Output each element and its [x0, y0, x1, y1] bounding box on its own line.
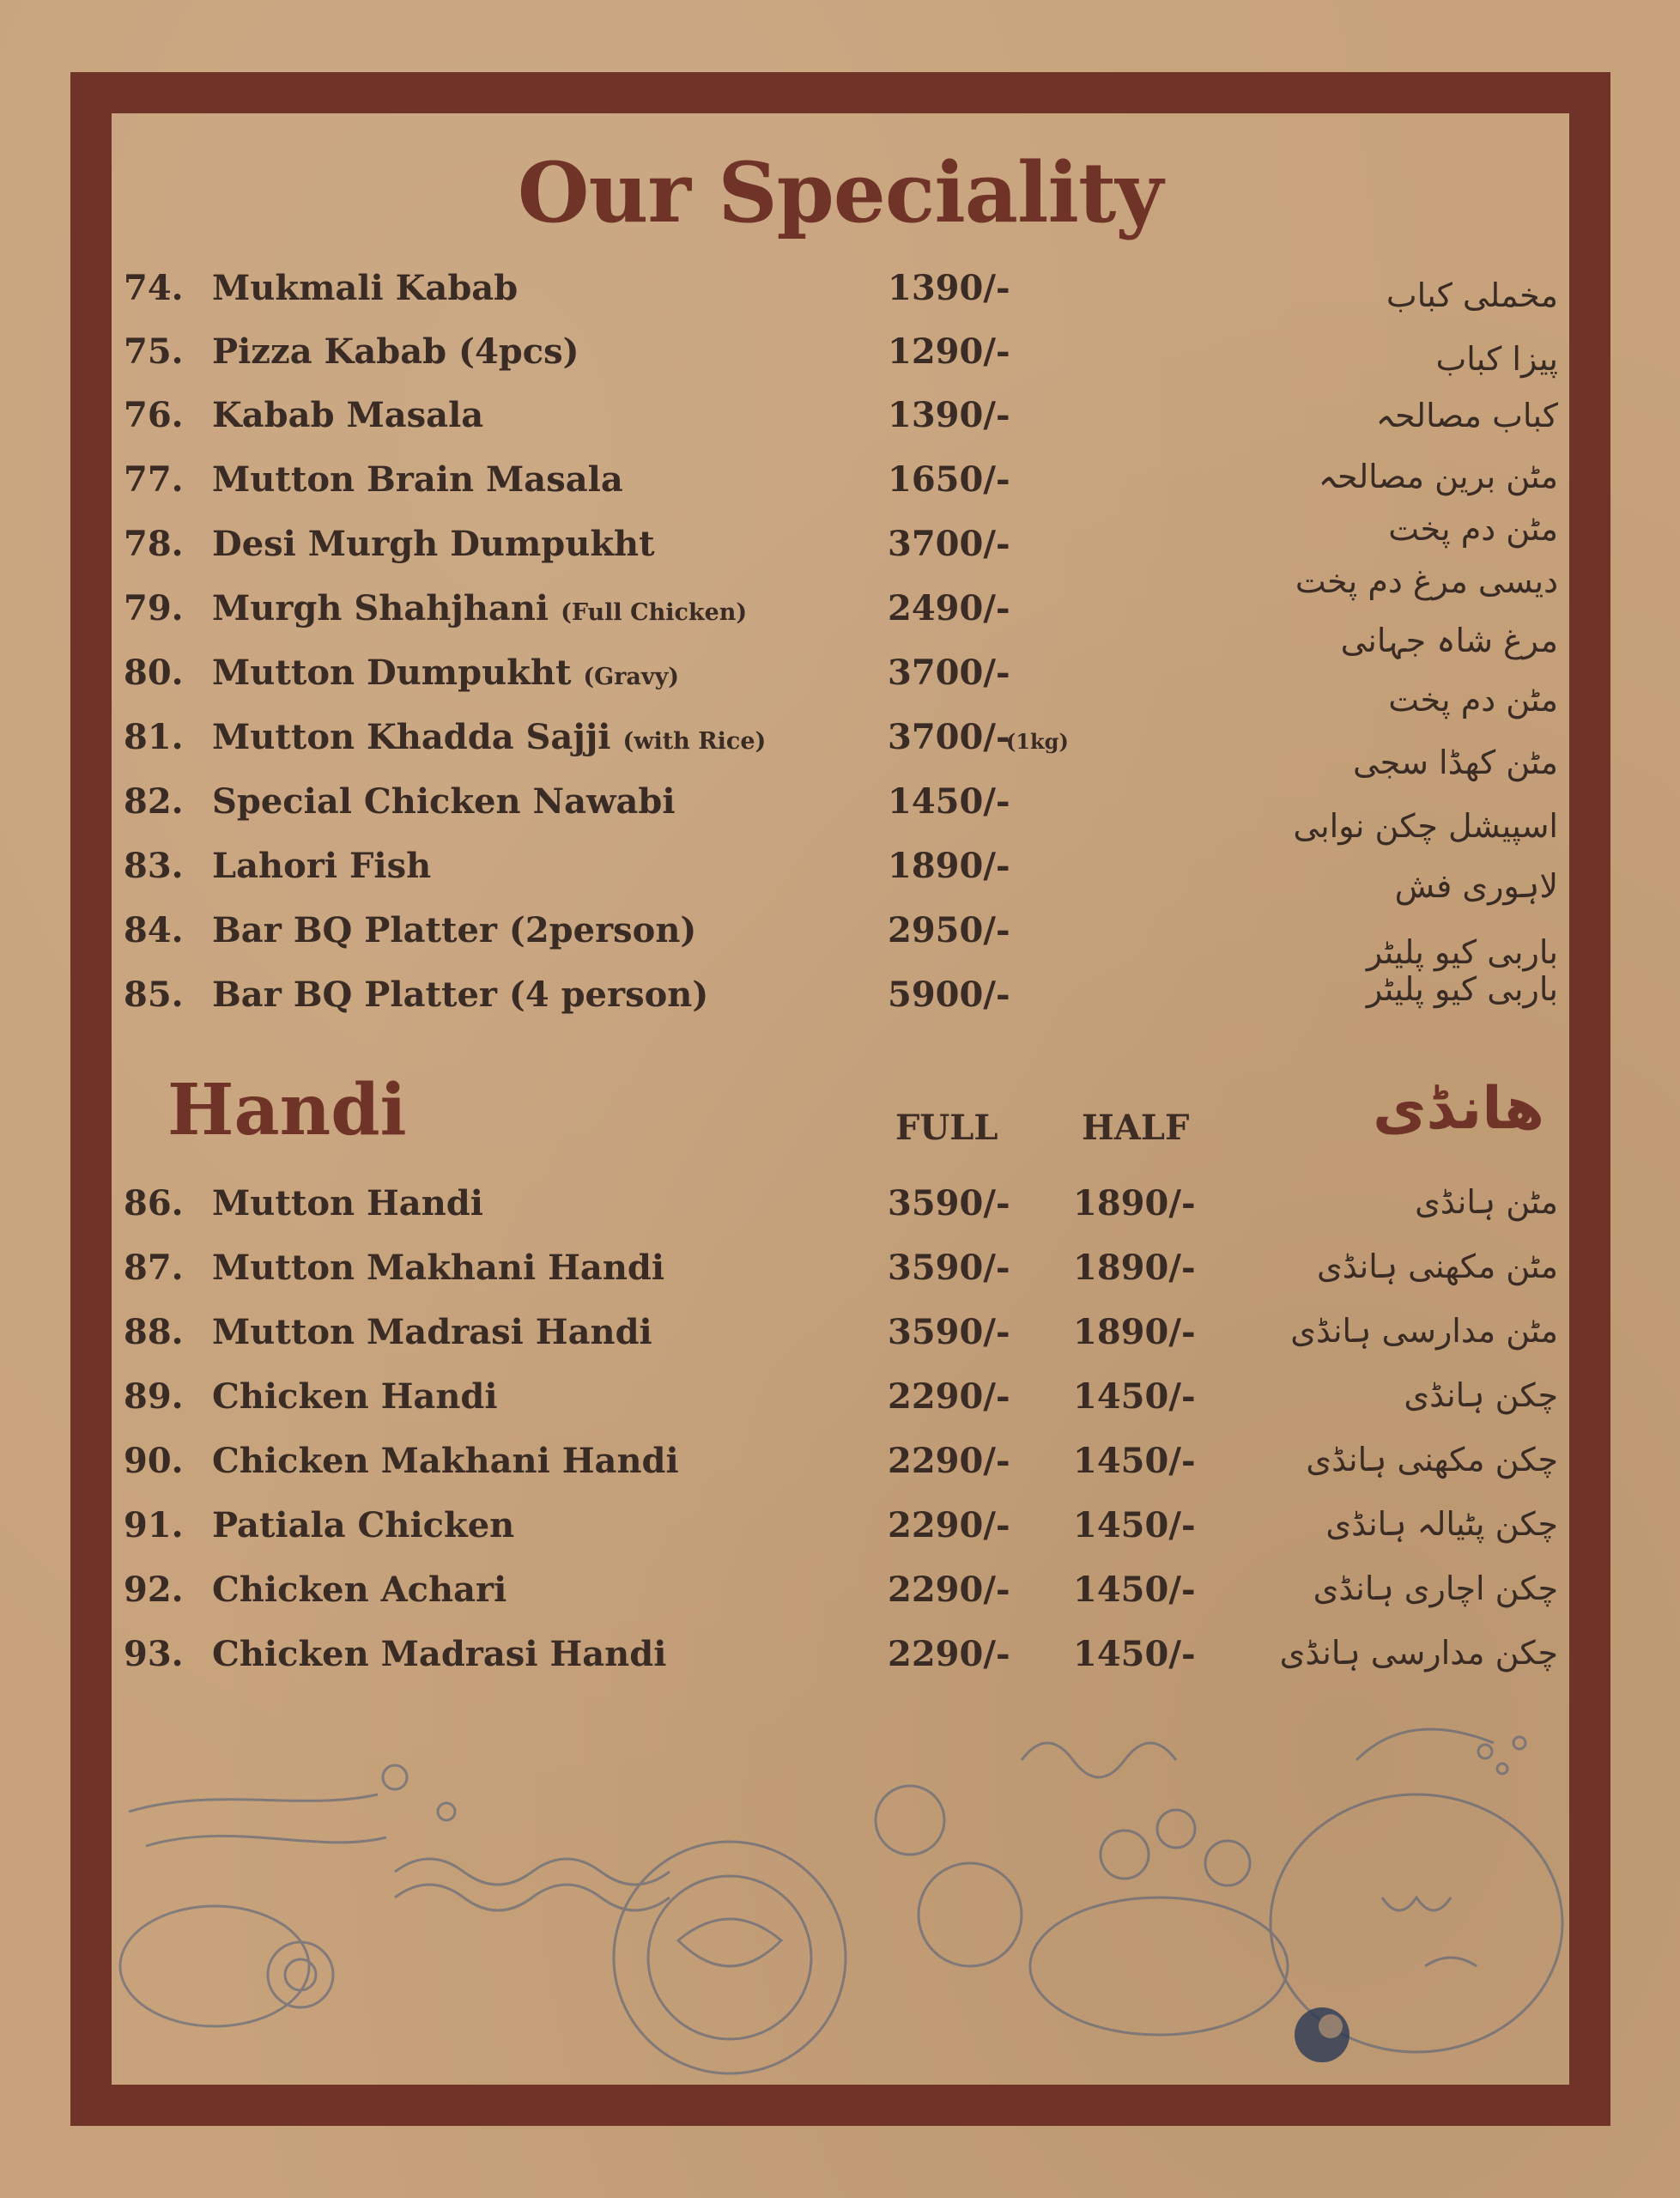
item-name: Mutton Dumpukht (Gravy): [212, 653, 680, 693]
item-name: Mukmali Kabab: [212, 268, 519, 308]
item-price: 3700/-: [888, 653, 1010, 693]
item-number: 91.: [124, 1505, 184, 1545]
item-number: 89.: [124, 1376, 184, 1417]
item-number: 78.: [124, 524, 184, 564]
item-name: Mutton Brain Masala: [212, 459, 623, 500]
menu-item-75: [0, 331, 1680, 392]
item-price: 2950/-: [888, 910, 1010, 950]
item-name: Pizza Kabab (4pcs): [212, 331, 579, 372]
menu-item-76: [0, 395, 1680, 455]
item-name: Chicken Makhani Handi: [212, 1441, 679, 1481]
menu-item-urdu-extra: [0, 970, 1680, 1030]
item-number: 74.: [124, 268, 184, 308]
item-name: Lahori Fish: [212, 846, 432, 886]
item-urdu-name: کباب مصالحہ: [1375, 397, 1558, 434]
item-price: 1290/-: [888, 331, 1010, 372]
item-number: 90.: [124, 1441, 184, 1481]
item-urdu-name: اسپیشل چکن نوابی: [1293, 807, 1558, 845]
item-urdu-name: مرغ شاہ جہانی: [1340, 622, 1558, 659]
handi-item-89: [0, 1376, 1680, 1436]
item-name: Special Chicken Nawabi: [212, 781, 676, 822]
food-doodle-illustration: [112, 1683, 1571, 2086]
full-column-header: FULL: [895, 1108, 998, 1148]
item-price: 1390/-: [888, 268, 1010, 308]
item-name: Mutton Madrasi Handi: [212, 1312, 652, 1352]
item-urdu-name: مٹن دم پخت: [1388, 510, 1558, 548]
item-number: 77.: [124, 459, 184, 500]
item-number: 92.: [124, 1570, 184, 1610]
handi-item-91: [0, 1505, 1680, 1565]
item-name: Mutton Handi: [212, 1183, 483, 1223]
item-price: 1390/-: [888, 395, 1010, 435]
item-half-price: 1890/-: [1073, 1248, 1196, 1288]
item-number: 88.: [124, 1312, 184, 1352]
item-full-price: 3590/-: [888, 1248, 1010, 1288]
item-urdu-name: باربی کیو پلیٹر: [1366, 933, 1558, 971]
item-name: Murgh Shahjhani (Full Chicken): [212, 588, 748, 628]
handi-section-title: Handi: [167, 1069, 407, 1151]
item-price: 3700/-: [888, 717, 1010, 757]
item-number: 84.: [124, 910, 184, 950]
item-half-price: 1450/-: [1073, 1570, 1196, 1610]
item-full-price: 2290/-: [888, 1505, 1010, 1545]
item-full-price: 3590/-: [888, 1312, 1010, 1352]
item-urdu-name: چکن مکھنی ہانڈی: [1306, 1441, 1558, 1478]
item-number: 87.: [124, 1248, 184, 1288]
item-urdu-name: باربی کیو پلیٹر: [1366, 970, 1558, 1008]
item-half-price: 1450/-: [1073, 1441, 1196, 1481]
item-number: 82.: [124, 781, 184, 822]
item-urdu-name: چکن پٹیالہ ہانڈی: [1325, 1505, 1558, 1543]
item-full-price: 3590/-: [888, 1183, 1010, 1223]
item-number: 85.: [124, 975, 184, 1015]
item-urdu-name: پیزا کباب: [1435, 340, 1558, 378]
item-urdu-name: مٹن مکھنی ہانڈی: [1316, 1248, 1558, 1285]
item-number: 75.: [124, 331, 184, 372]
item-number: 86.: [124, 1183, 184, 1223]
item-urdu-name: مٹن مدارسی ہانڈی: [1290, 1312, 1558, 1350]
item-name: Mutton Makhani Handi: [212, 1248, 665, 1288]
menu-item-74: [0, 268, 1680, 328]
item-number: 76.: [124, 395, 184, 435]
item-full-price: 2290/-: [888, 1441, 1010, 1481]
item-urdu-name: چکن ہانڈی: [1404, 1376, 1558, 1414]
item-note: (Gravy): [583, 664, 680, 690]
item-name: Kabab Masala: [212, 395, 484, 435]
item-full-price: 2290/-: [888, 1376, 1010, 1417]
item-price: 1650/-: [888, 459, 1010, 500]
handi-item-90: [0, 1441, 1680, 1501]
item-urdu-name: مٹن ہانڈی: [1415, 1183, 1558, 1221]
item-urdu-name: چکن اچاری ہانڈی: [1313, 1570, 1558, 1607]
item-half-price: 1450/-: [1073, 1376, 1196, 1417]
item-number: 83.: [124, 846, 184, 886]
item-urdu-name: مخملی کباب: [1386, 276, 1558, 314]
item-price: 5900/-: [888, 975, 1010, 1015]
item-name: Patiala Chicken: [212, 1505, 515, 1545]
item-half-price: 1890/-: [1073, 1183, 1196, 1223]
item-urdu-name: لاہوری فش: [1394, 867, 1558, 905]
item-name: Chicken Achari: [212, 1570, 507, 1610]
item-name: Chicken Handi: [212, 1376, 498, 1417]
item-name: Chicken Madrasi Handi: [212, 1634, 667, 1674]
item-price: 2490/-: [888, 588, 1010, 628]
item-note: (Full Chicken): [561, 599, 748, 626]
item-urdu-name: چکن مدارسی ہانڈی: [1279, 1634, 1558, 1672]
item-half-price: 1890/-: [1073, 1312, 1196, 1352]
item-number: 93.: [124, 1634, 184, 1674]
item-full-price: 2290/-: [888, 1634, 1010, 1674]
handi-urdu-title: ھانڈی: [1373, 1075, 1544, 1143]
page-title: Our Speciality: [517, 144, 1163, 241]
item-weight-note: (1kg): [1006, 729, 1069, 754]
item-name: Bar BQ Platter (4 person): [212, 975, 709, 1015]
item-urdu-name: دیسی مرغ دم پخت: [1295, 562, 1558, 600]
item-half-price: 1450/-: [1073, 1634, 1196, 1674]
handi-item-86: [0, 1183, 1680, 1243]
half-column-header: HALF: [1082, 1108, 1190, 1148]
handi-item-88: [0, 1312, 1680, 1372]
item-urdu-name: مٹن دم پخت: [1388, 681, 1558, 719]
item-urdu-name: مٹن کھڈا سجی: [1352, 744, 1558, 781]
item-price: 3700/-: [888, 524, 1010, 564]
item-number: 79.: [124, 588, 184, 628]
item-name: Desi Murgh Dumpukht: [212, 524, 655, 564]
item-name: Bar BQ Platter (2person): [212, 910, 697, 950]
item-full-price: 2290/-: [888, 1570, 1010, 1610]
item-price: 1890/-: [888, 846, 1010, 886]
item-number: 80.: [124, 653, 184, 693]
item-price: 1450/-: [888, 781, 1010, 822]
item-half-price: 1450/-: [1073, 1505, 1196, 1545]
item-urdu-name: مٹن برین مصالحہ: [1318, 458, 1558, 495]
item-number: 81.: [124, 717, 184, 757]
handi-item-87: [0, 1248, 1680, 1308]
item-note: (with Rice): [622, 728, 767, 755]
item-name: Mutton Khadda Sajji (with Rice): [212, 717, 767, 757]
handi-item-92: [0, 1570, 1680, 1630]
